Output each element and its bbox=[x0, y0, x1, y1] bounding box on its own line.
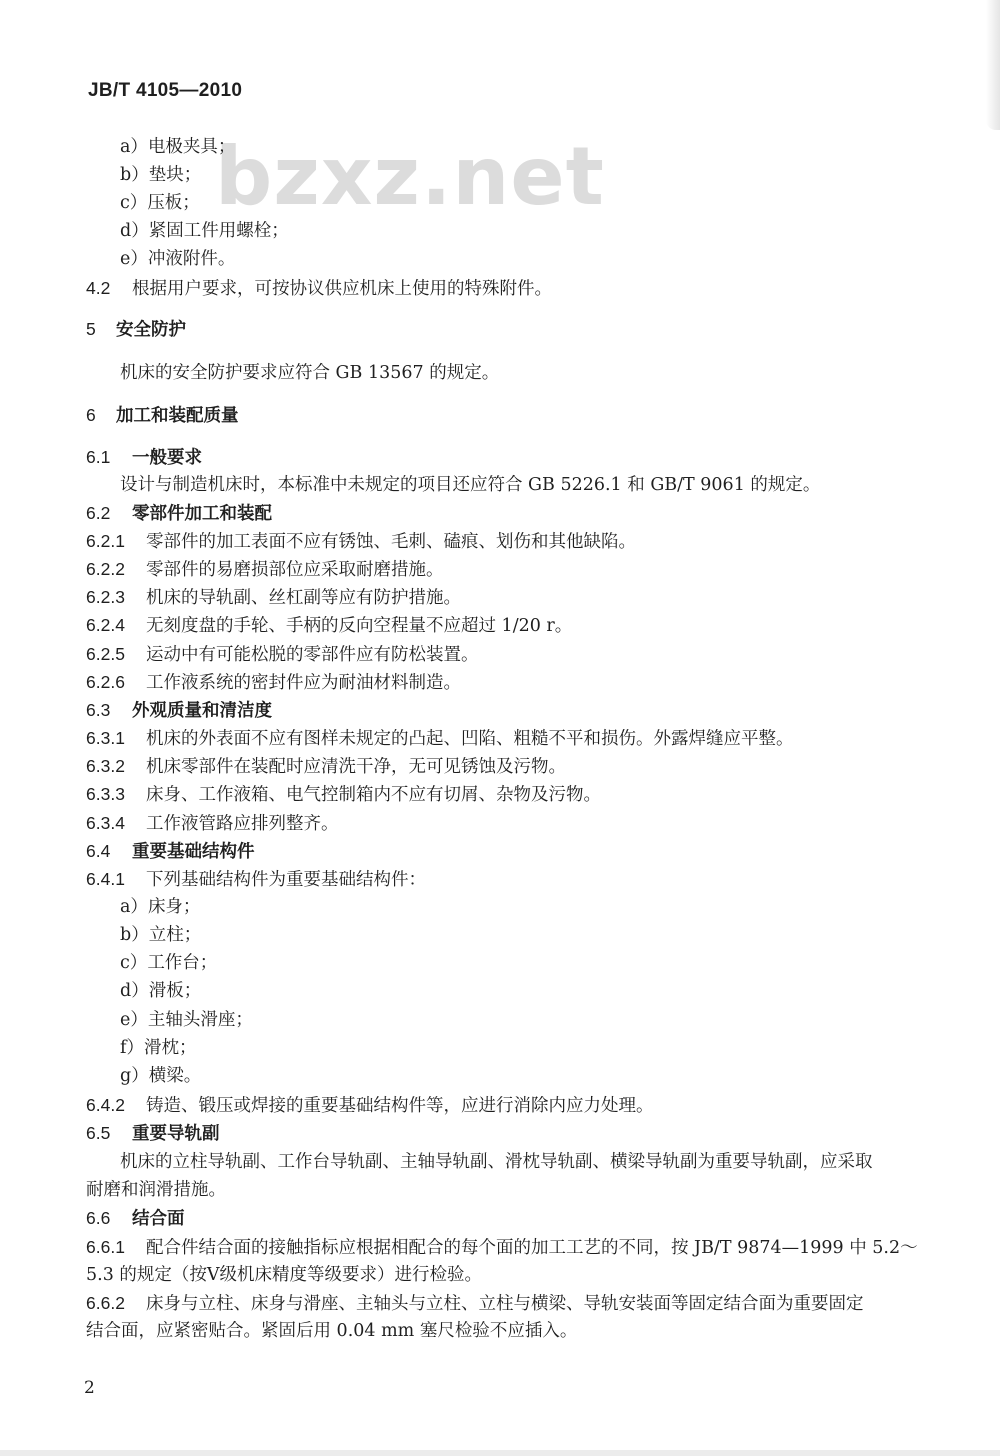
list-item bbox=[120, 980, 201, 1002]
clause-6-6-1-line2: 5.3 的规定（按Ⅴ级机床精度等级要求）进行检验。 bbox=[86, 1265, 483, 1285]
section-number: 6.1 bbox=[86, 447, 111, 467]
list-item-label: d） bbox=[120, 221, 149, 241]
page-edge-shadow bbox=[986, 0, 1000, 130]
clause-number: 6.3.1 bbox=[86, 728, 125, 748]
clause-6-2-1 bbox=[86, 530, 636, 553]
clause-number: 6.2.5 bbox=[86, 644, 125, 664]
clause-text: 下列基础结构件为重要基础结构件： bbox=[146, 870, 426, 890]
clause-text: 无刻度盘的手轮、手柄的反向空程量不应超过 1/20 r。 bbox=[146, 616, 573, 636]
list-item-label: e） bbox=[120, 1010, 148, 1030]
section-6-5-text-line1: 机床的立柱导轨副、工作台导轨副、主轴导轨副、滑枕导轨副、横梁导轨副为重要导轨副，应采取 bbox=[120, 1152, 873, 1172]
list-item-text: 紧固工件用螺栓； bbox=[148, 221, 289, 241]
section-number: 6.6 bbox=[86, 1208, 111, 1228]
section-number: 6.5 bbox=[86, 1123, 111, 1143]
list-item-text: 垫块； bbox=[148, 165, 202, 185]
list-item-text: 横梁。 bbox=[148, 1066, 202, 1086]
list-item-label: e） bbox=[120, 249, 148, 269]
clause-6-6-1 bbox=[86, 1236, 918, 1259]
section-title: 安全防护 bbox=[116, 320, 186, 340]
section-6-5-heading bbox=[86, 1122, 220, 1145]
list-item-text: 压板； bbox=[147, 193, 200, 213]
section-6-3-heading bbox=[86, 699, 272, 722]
list-item-label: c） bbox=[120, 953, 148, 973]
list-item bbox=[120, 952, 217, 974]
list-item-text: 床身； bbox=[147, 897, 201, 917]
list-item-text: 滑枕； bbox=[143, 1038, 197, 1058]
list-item-label: c） bbox=[120, 193, 148, 213]
clause-6-4-1 bbox=[86, 868, 426, 891]
clause-text: 工作液管路应排列整齐。 bbox=[146, 814, 339, 834]
section-title: 重要导轨副 bbox=[132, 1124, 220, 1144]
clause-number: 6.6.2 bbox=[86, 1293, 125, 1313]
clause-number: 6.2.3 bbox=[86, 587, 125, 607]
list-item-label: g） bbox=[120, 1066, 149, 1086]
list-item bbox=[120, 192, 200, 214]
clause-number: 6.2.1 bbox=[86, 531, 125, 551]
clause-text: 机床的导轨副、丝杠副等应有防护措施。 bbox=[146, 588, 461, 608]
clause-number: 6.3.2 bbox=[86, 756, 125, 776]
clause-6-2-6 bbox=[86, 671, 461, 694]
section-6-4-heading bbox=[86, 840, 255, 863]
clause-6-3-1 bbox=[86, 727, 794, 750]
section-number: 5 bbox=[86, 319, 96, 339]
clause-6-3-2 bbox=[86, 755, 566, 778]
clause-text-line1: 配合件结合面的接触指标应根据相配合的每个面的加工工艺的不同，按 JB/T 9874—1999 中 5.2～ bbox=[146, 1238, 918, 1258]
list-item-text: 滑板； bbox=[148, 981, 202, 1001]
clause-text: 工作液系统的密封件应为耐油材料制造。 bbox=[146, 673, 461, 693]
list-item-label: f） bbox=[120, 1038, 144, 1058]
section-6-heading bbox=[86, 404, 239, 427]
list-item-label: a） bbox=[120, 897, 148, 917]
list-item bbox=[120, 1037, 196, 1059]
clause-4-2 bbox=[86, 277, 552, 300]
list-item-label: d） bbox=[120, 981, 149, 1001]
list-item bbox=[120, 164, 201, 186]
clause-text-line1: 床身与立柱、床身与滑座、主轴头与立柱、立柱与横梁、导轨安装面等固定结合面为重要固定 bbox=[146, 1294, 864, 1314]
section-number: 6 bbox=[86, 405, 96, 425]
list-item-text: 电极夹具； bbox=[147, 137, 236, 157]
section-title: 结合面 bbox=[132, 1209, 185, 1229]
clause-number: 6.3.4 bbox=[86, 813, 125, 833]
list-item-text: 主轴头滑座； bbox=[147, 1010, 253, 1030]
watermark-text: bzxz.net bbox=[215, 130, 605, 223]
clause-text: 铸造、锻压或焊接的重要基础结构件等，应进行消除内应力处理。 bbox=[146, 1096, 654, 1116]
clause-6-3-3 bbox=[86, 783, 601, 806]
clause-number: 6.2.2 bbox=[86, 559, 125, 579]
clause-text: 零部件的加工表面不应有锈蚀、毛刺、磕痕、划伤和其他缺陷。 bbox=[146, 532, 636, 552]
list-item-text: 冲液附件。 bbox=[147, 249, 236, 269]
clause-text: 零部件的易磨损部位应采取耐磨措施。 bbox=[146, 560, 444, 580]
list-item bbox=[120, 896, 200, 918]
clause-number: 6.4.2 bbox=[86, 1095, 125, 1115]
page-number: 2 bbox=[84, 1378, 95, 1398]
clause-6-2-5 bbox=[86, 643, 479, 666]
section-6-5-text-line2: 耐磨和润滑措施。 bbox=[86, 1180, 226, 1200]
clause-text: 床身、工作液箱、电气控制箱内不应有切屑、杂物及污物。 bbox=[146, 785, 601, 805]
list-item bbox=[120, 1009, 253, 1031]
list-item bbox=[120, 1065, 201, 1087]
list-item-text: 工作台； bbox=[147, 953, 218, 973]
clause-6-3-4 bbox=[86, 812, 339, 835]
document-id-header: JB/T 4105—2010 bbox=[88, 80, 243, 101]
section-number: 6.3 bbox=[86, 700, 111, 720]
clause-text: 运动中有可能松脱的零部件应有防松装置。 bbox=[146, 645, 479, 665]
section-title: 重要基础结构件 bbox=[132, 842, 255, 862]
clause-6-4-2 bbox=[86, 1094, 654, 1117]
list-item-text: 立柱； bbox=[148, 925, 202, 945]
list-item bbox=[120, 924, 201, 946]
clause-number: 6.4.1 bbox=[86, 869, 125, 889]
section-5-heading bbox=[86, 318, 186, 341]
page-bottom-edge bbox=[0, 1450, 1000, 1456]
section-title: 零部件加工和装配 bbox=[132, 504, 272, 524]
clause-number: 6.6.1 bbox=[86, 1237, 125, 1257]
clause-number: 6.2.4 bbox=[86, 615, 125, 635]
section-6-1-heading bbox=[86, 446, 202, 469]
clause-6-2-3 bbox=[86, 586, 461, 609]
clause-text: 机床零部件在装配时应清洗干净，无可见锈蚀及污物。 bbox=[146, 757, 566, 777]
clause-6-6-2 bbox=[86, 1292, 864, 1315]
section-number: 6.2 bbox=[86, 503, 111, 523]
clause-6-6-2-line2: 结合面，应紧密贴合。紧固后用 0.04 mm 塞尺检验不应插入。 bbox=[86, 1321, 578, 1341]
clause-number: 4.2 bbox=[86, 278, 111, 298]
clause-6-2-2 bbox=[86, 558, 444, 581]
section-5-text: 机床的安全防护要求应符合 GB 13567 的规定。 bbox=[120, 363, 500, 383]
clause-text: 根据用户要求，可按协议供应机床上使用的特殊附件。 bbox=[132, 279, 552, 299]
list-item bbox=[120, 220, 289, 242]
list-item-label: a） bbox=[120, 137, 148, 157]
section-number: 6.4 bbox=[86, 841, 111, 861]
list-item bbox=[120, 136, 235, 158]
section-title: 一般要求 bbox=[132, 448, 202, 468]
clause-number: 6.2.6 bbox=[86, 672, 125, 692]
section-title: 外观质量和清洁度 bbox=[132, 701, 272, 721]
clause-text: 机床的外表面不应有图样未规定的凸起、凹陷、粗糙不平和损伤。外露焊缝应平整。 bbox=[146, 729, 794, 749]
list-item bbox=[120, 248, 235, 270]
list-item-label: b） bbox=[120, 925, 149, 945]
section-6-2-heading bbox=[86, 502, 272, 525]
section-6-1-text: 设计与制造机床时，本标准中未规定的项目还应符合 GB 5226.1 和 GB/T 9061 的规定。 bbox=[120, 475, 821, 495]
list-item-label: b） bbox=[120, 165, 149, 185]
section-6-6-heading bbox=[86, 1207, 185, 1230]
clause-6-2-4 bbox=[86, 614, 572, 637]
clause-number: 6.3.3 bbox=[86, 784, 125, 804]
section-title: 加工和装配质量 bbox=[116, 406, 239, 426]
